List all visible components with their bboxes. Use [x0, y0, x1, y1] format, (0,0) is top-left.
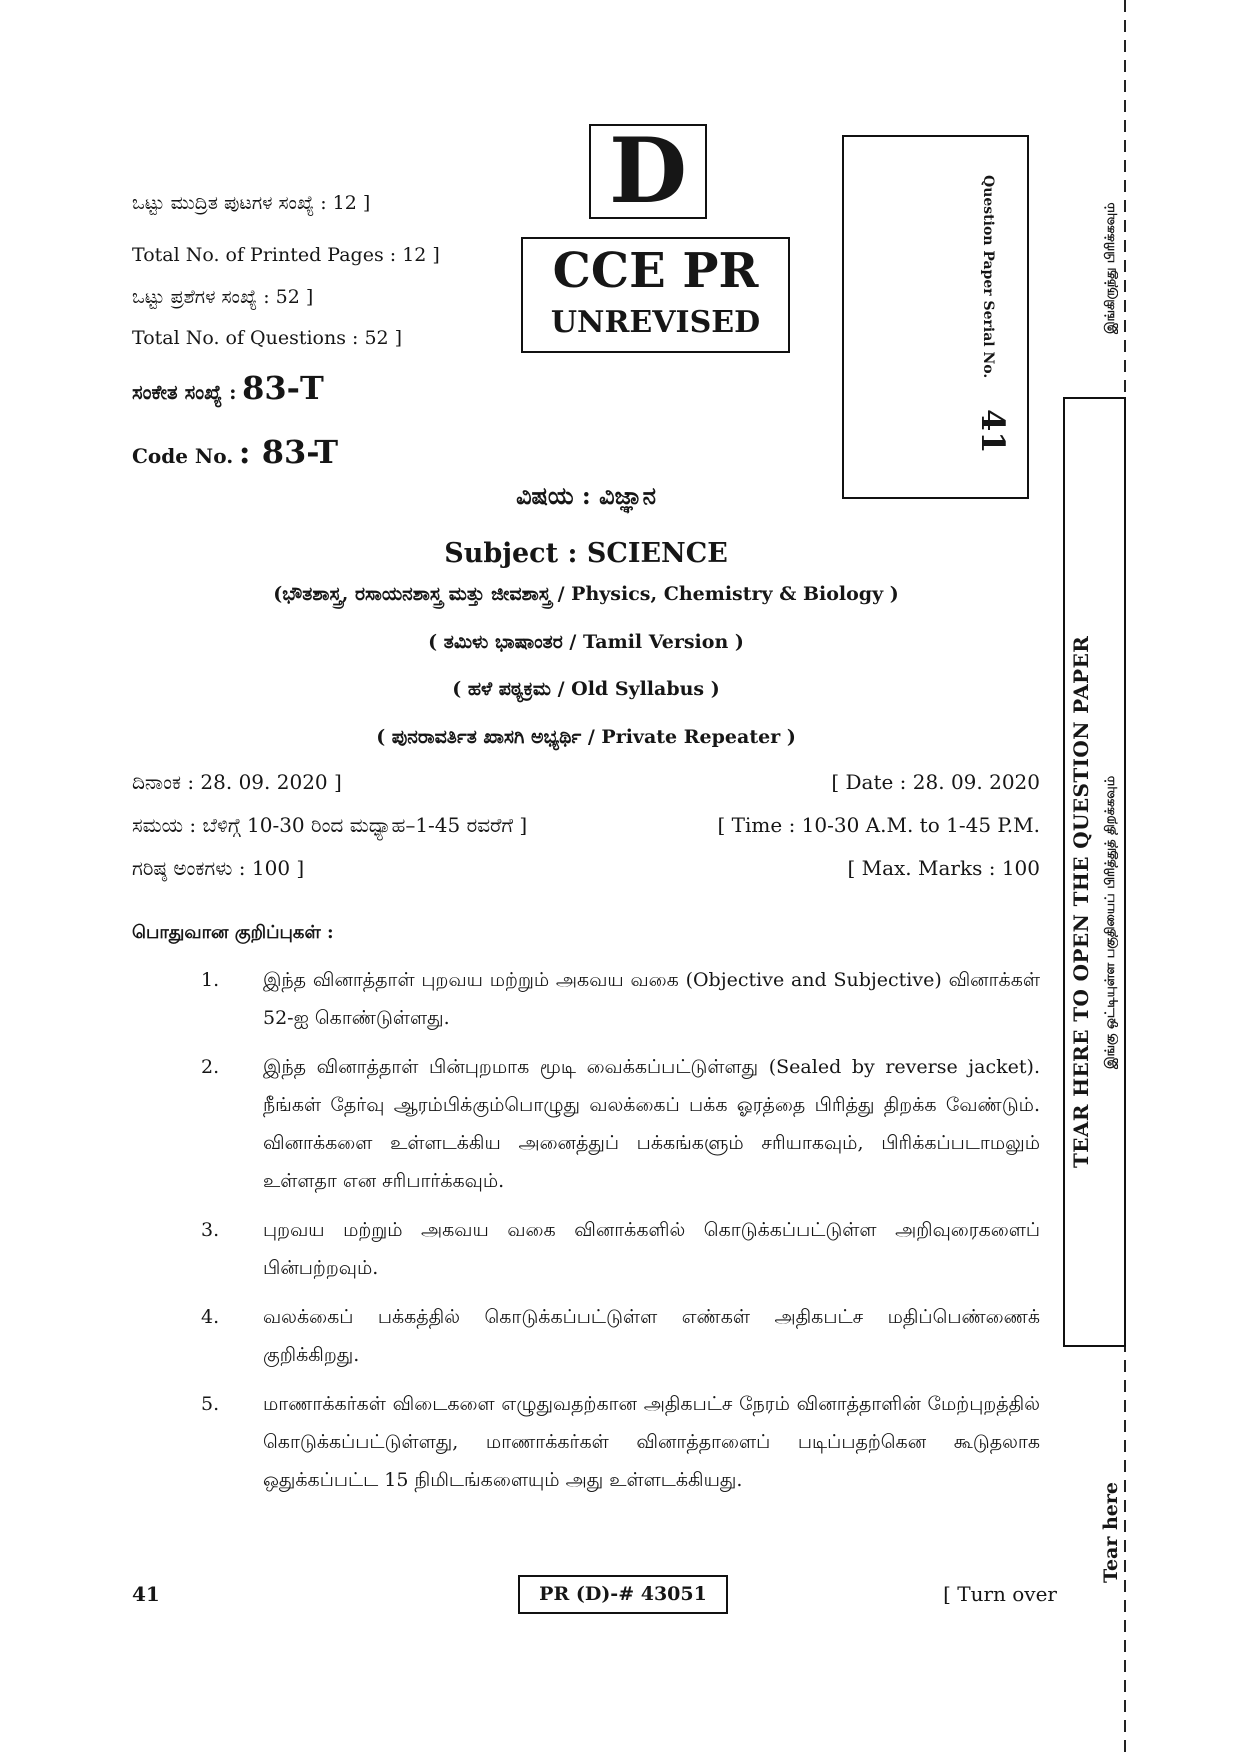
max-marks-kannada: ಗರಿಷ್ಠ ಅಂಕಗಳು : 100 ] — [132, 856, 305, 880]
instruction-number: 1. — [201, 969, 220, 991]
instruction-text: இந்த வினாத்தாள் பின்புறமாக மூடி வைக்கப்பட்டுள்ளது (Sealed by reverse jacket). நீங்கள் தேர்வு ஆரம்பிக்கும்பொழுது வலக்கைப் பக்க ஓரத்தை பிரித்து திறக்க வேண்டும். வினாக்களை உள்ளடக்கிய அனைத்துப் பக்கங்களும் சரியாகவும், பிரிக்கப்படாமலும் உள்ளதா என சரிபார்க்கவும். — [263, 1056, 1040, 1192]
tear-here-tamil-top: இங்கிருந்து பிரிக்கவும் — [1103, 202, 1118, 334]
instruction-number: 5. — [201, 1393, 220, 1415]
exam-title-box — [521, 237, 790, 353]
instruction-item — [201, 1211, 1040, 1287]
tear-here-label: Tear here — [1100, 1482, 1122, 1584]
printed-pages-english: Total No. of Printed Pages : 12 ] — [132, 244, 440, 266]
time-kannada: ಸಮಯ : ಬೆಳಿಗ್ಗೆ 10-30 ರಿಂದ ಮಧ್ಯಾಹ–1-45 ರವರೆಗೆ ] — [132, 813, 528, 837]
candidate-type: ( ಪುನರಾವರ್ತಿತ ಖಾಸಗಿ ಅಭ್ಯರ್ಥಿ / Private Repeater ) — [376, 726, 796, 748]
instruction-item — [201, 1385, 1040, 1499]
instruction-text: மாணாக்கர்கள் விடைகளை எழுதுவதற்கான அதிகபட்ச நேரம் வினாத்தாளின் மேற்புறத்தில் கொடுக்கப்பட்டுள்ளது, மாணாக்கர்கள் வினாத்தாளைப் படிப்பதற்கென கூடுதலாக ஒதுக்கப்பட்ட 15 நிமிடங்களையும் அது உள்ளடக்கியது. — [263, 1393, 1040, 1491]
subject-english: Subject : SCIENCE — [444, 538, 728, 569]
code-number-english — [132, 434, 338, 476]
instruction-item — [201, 1048, 1040, 1200]
page-number: 41 — [132, 1582, 160, 1606]
subject-branches: (ಭೌತಶಾಸ್ತ್ರ, ರಸಾಯನಶಾಸ್ತ್ರ ಮತ್ತು ಜೀವಶಾಸ್ತ್ರ / Physics, Chemistry & Biology ) — [273, 583, 899, 605]
paper-code-box: PR (D)-# 43051 — [518, 1575, 728, 1614]
instructions-heading: பொதுவான குறிப்புகள் : — [132, 922, 334, 943]
instruction-text: இந்த வினாத்தாள் புறவய மற்றும் அகவய வகை (Objective and Subjective) வினாக்கள் 52-ஐ கொண்டுள்ளது. — [263, 969, 1040, 1029]
instruction-number: 2. — [201, 1056, 220, 1078]
paper-set-box: D — [589, 124, 707, 219]
instruction-text: புறவய மற்றும் அகவய வகை வினாக்களில் கொடுக்கப்பட்டுள்ள அறிவுரைகளைப் பின்பற்றவும். — [263, 1219, 1040, 1279]
instruction-number: 4. — [201, 1306, 220, 1328]
tear-here-instruction-tamil: இங்கு ஒட்டியுள்ள பகுதியைப் பிரித்துத் திறக்கவும் — [1103, 775, 1118, 1069]
max-marks-english: [ Max. Marks : 100 — [847, 856, 1040, 880]
serial-number-label: Question Paper Serial No. — [980, 175, 996, 379]
date-english: [ Date : 28. 09. 2020 — [831, 770, 1040, 794]
questions-count-english: Total No. of Questions : 52 ] — [132, 327, 403, 349]
serial-number-box — [842, 135, 1029, 499]
exam-status: UNREVISED — [550, 305, 761, 340]
syllabus-type: ( ಹಳೆ ಪಠ್ಯಕ್ರಮ / Old Syllabus ) — [452, 678, 720, 700]
code-label-kannada: ಸಂಕೇತ ಸಂಖ್ಯೆ : — [132, 380, 237, 404]
date-kannada: ದಿನಾಂಕ : 28. 09. 2020 ] — [132, 770, 342, 794]
exam-title: CCE PR — [552, 243, 759, 299]
serial-number-value: 41 — [974, 409, 1012, 454]
instruction-number: 3. — [201, 1219, 220, 1241]
instruction-item — [201, 961, 1040, 1037]
instruction-item — [201, 1298, 1040, 1374]
questions-count-kannada: ಒಟ್ಟು ಪ್ರಶೆಗಳ ಸಂಖ್ಯೆ : 52 ] — [132, 286, 314, 308]
code-number-kannada — [132, 370, 324, 412]
code-label-english: Code No. — [132, 444, 234, 468]
instruction-text: வலக்கைப் பக்கத்தில் கொடுக்கப்பட்டுள்ள எண்கள் அதிகபட்ச மதிப்பெண்ணைக் குறிக்கிறது. — [263, 1306, 1040, 1366]
code-value-english: : 83-T — [238, 433, 339, 471]
code-value-kannada: 83-T — [242, 369, 324, 407]
turn-over-label: [ Turn over — [943, 1582, 1057, 1606]
printed-pages-kannada: ಒಟ್ಟು ಮುದ್ರಿತ ಪುಟಗಳ ಸಂಖ್ಯೆ : 12 ] — [132, 192, 371, 214]
instructions-list — [201, 961, 1040, 1510]
language-version: ( ತಮಿಳು ಭಾಷಾಂತರ / Tamil Version ) — [428, 631, 744, 653]
tear-here-instruction: TEAR HERE TO OPEN THE QUESTION PAPER — [1069, 635, 1093, 1168]
subject-kannada: ವಿಷಯ : ವಿಜ್ಞಾನ — [516, 481, 656, 510]
time-english: [ Time : 10-30 A.M. to 1-45 P.M. — [717, 813, 1040, 837]
